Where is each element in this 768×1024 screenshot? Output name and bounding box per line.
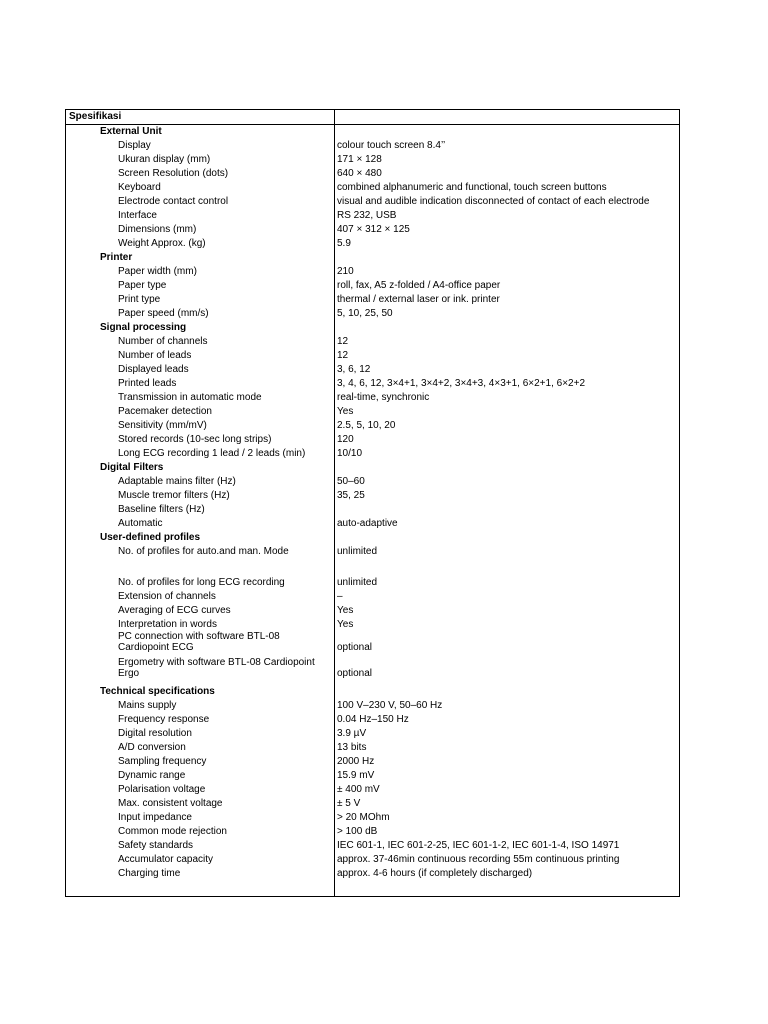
spec-table [65, 109, 680, 897]
spec-label: Mains supply [118, 700, 177, 711]
spec-label: Averaging of ECG curves [118, 605, 231, 616]
spec-label-continued: Cardiopoint ECG [118, 642, 194, 653]
spec-value: real-time, synchronic [337, 392, 430, 403]
spec-label: Weight Approx. (kg) [118, 238, 206, 249]
spec-label: Paper width (mm) [118, 266, 197, 277]
spec-rows [66, 110, 679, 896]
section-heading: Technical specifications [100, 686, 215, 697]
spec-value: 2000 Hz [337, 756, 375, 767]
spec-value: 120 [337, 434, 354, 445]
spec-label: Stored records (10-sec long strips) [118, 434, 272, 445]
spec-label: Display [118, 140, 151, 151]
spec-label: Charging time [118, 868, 181, 879]
spec-value: 5.9 [337, 238, 351, 249]
spec-value: 640 × 480 [337, 168, 382, 179]
spec-label: Max. consistent voltage [118, 798, 223, 809]
spec-label: PC connection with software BTL-08 [118, 631, 280, 642]
spec-value: 5, 10, 25, 50 [337, 308, 393, 319]
spec-label: Interpretation in words [118, 619, 217, 630]
spec-value: ± 400 mV [337, 784, 380, 795]
spec-label: Automatic [118, 518, 163, 529]
spec-value: visual and audible indication disconnected of contact of each electrode [337, 196, 650, 207]
spec-label: Polarisation voltage [118, 784, 206, 795]
spec-value: roll, fax, A5 z-folded / A4-office paper [337, 280, 501, 291]
spec-label: No. of profiles for long ECG recording [118, 577, 285, 588]
spec-label: Displayed leads [118, 364, 189, 375]
spec-label: Pacemaker detection [118, 406, 212, 417]
spec-value: 12 [337, 350, 349, 361]
spec-label: Number of channels [118, 336, 208, 347]
spec-label: Number of leads [118, 350, 192, 361]
spec-value: 50–60 [337, 476, 365, 487]
spec-label: Paper speed (mm/s) [118, 308, 209, 319]
spec-label: Sensitivity (mm/mV) [118, 420, 207, 431]
section-heading: Printer [100, 252, 133, 263]
spec-label-continued: Ergo [118, 668, 140, 679]
spec-value: 100 V–230 V, 50–60 Hz [337, 700, 443, 711]
spec-value: 210 [337, 266, 354, 277]
spec-label: Baseline filters (Hz) [118, 504, 205, 515]
spec-value: Yes [337, 605, 354, 616]
spec-label: Keyboard [118, 182, 161, 193]
spec-label: Transmission in automatic mode [118, 392, 262, 403]
spec-label: Input impedance [118, 812, 192, 823]
spec-label: Print type [118, 294, 161, 305]
spec-value: 10/10 [337, 448, 363, 459]
spec-label: Muscle tremor filters (Hz) [118, 490, 230, 501]
spec-value: – [337, 591, 343, 602]
spec-value: 3, 4, 6, 12, 3×4+1, 3×4+2, 3×4+3, 4×3+1, 6×2+1, 6×2+2 [337, 378, 586, 389]
spec-label: Interface [118, 210, 157, 221]
spec-label: Ukuran display (mm) [118, 154, 211, 165]
spec-value: 13 bits [337, 742, 367, 753]
spec-label: Sampling frequency [118, 756, 207, 767]
spec-value: > 20 MOhm [337, 812, 390, 823]
spec-value: IEC 601-1, IEC 601-2-25, IEC 601-1-2, IEC 601-1-4, ISO 14971 [337, 840, 620, 851]
spec-value: approx. 4-6 hours (if completely discharged) [337, 868, 533, 879]
spec-value: 3.9 µV [337, 728, 367, 739]
spec-value: 0.04 Hz–150 Hz [337, 714, 409, 725]
spec-value: 407 × 312 × 125 [337, 224, 410, 235]
spec-label: Screen Resolution (dots) [118, 168, 229, 179]
spec-label: Common mode rejection [118, 826, 227, 837]
spec-value: 171 × 128 [337, 154, 382, 165]
spec-value: > 100 dB [337, 826, 378, 837]
spec-label: Electrode contact control [118, 196, 229, 207]
section-heading: External Unit [100, 126, 162, 137]
spec-label: Frequency response [118, 714, 210, 725]
spec-value: 15.9 mV [337, 770, 375, 781]
spec-value: 35, 25 [337, 490, 365, 501]
section-heading: User-defined profiles [100, 532, 201, 543]
spec-label: Safety standards [118, 840, 194, 851]
spec-label: Accumulator capacity [118, 854, 214, 865]
spec-value: RS 232, USB [337, 210, 397, 221]
spec-label: Adaptable mains filter (Hz) [118, 476, 236, 487]
spec-value: unlimited [337, 546, 378, 557]
spec-label: Dynamic range [118, 770, 186, 781]
spec-label: A/D conversion [118, 742, 186, 753]
table-title: Spesifikasi [69, 111, 122, 122]
spec-value: 3, 6, 12 [337, 364, 371, 375]
spec-label: Extension of channels [118, 591, 216, 602]
spec-value: ± 5 V [337, 798, 361, 809]
spec-value: Yes [337, 619, 354, 630]
spec-value: combined alphanumeric and functional, touch screen buttons [337, 182, 607, 193]
spec-label: Ergometry with software BTL-08 Cardiopoint [118, 657, 315, 668]
spec-value: Yes [337, 406, 354, 417]
spec-label: Digital resolution [118, 728, 192, 739]
section-heading: Signal processing [100, 322, 187, 333]
spec-label: Printed leads [118, 378, 177, 389]
spec-label: No. of profiles for auto.and man. Mode [118, 546, 289, 557]
spec-label: Long ECG recording 1 lead / 2 leads (min) [118, 448, 306, 459]
spec-value: 12 [337, 336, 349, 347]
spec-label: Dimensions (mm) [118, 224, 197, 235]
spec-value: optional [337, 668, 373, 679]
spec-value: auto-adaptive [337, 518, 398, 529]
spec-value: 2.5, 5, 10, 20 [337, 420, 396, 431]
spec-value: unlimited [337, 577, 378, 588]
spec-value: optional [337, 642, 373, 653]
spec-value: thermal / external laser or ink. printer [337, 294, 500, 305]
spec-label: Paper type [118, 280, 167, 291]
section-heading: Digital Filters [100, 462, 164, 473]
spec-value: approx. 37-46min continuous recording 55m continuous printing [337, 854, 620, 865]
spec-value: colour touch screen 8.4’’ [337, 140, 446, 151]
